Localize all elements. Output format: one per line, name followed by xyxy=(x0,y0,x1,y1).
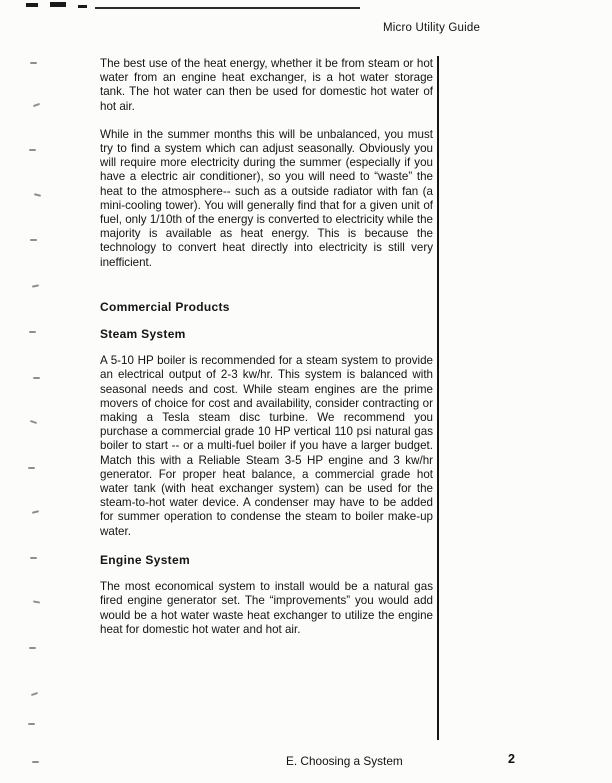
scan-artifact xyxy=(28,467,35,469)
scan-artifact xyxy=(32,761,39,763)
heading-engine-system: Engine System xyxy=(100,552,190,567)
paragraph-engine-system: The most economical system to install would be a natural gas fired engine generator set. The “improvements” you would add would be a hot water waste heat exchanger to utilize the engine heat for domestic hot water and hot air. xyxy=(100,580,433,636)
heading-commercial-products: Commercial Products xyxy=(100,299,230,314)
scan-artifact xyxy=(32,510,39,514)
scan-artifact xyxy=(32,284,39,287)
page-number: 2 xyxy=(508,752,515,766)
footer-section-label: E. Choosing a System xyxy=(286,754,403,768)
page-header-title: Micro Utility Guide xyxy=(383,22,481,34)
scan-artifact xyxy=(30,420,37,424)
page-content xyxy=(100,57,433,651)
scan-artifact xyxy=(29,331,36,333)
paragraph-heat-storage: The best use of the heat energy, whether it be from steam or hot water from an engine heat exchanger, is a hot water storage tank. The hot water can then be used for domestic hot water of hot air. xyxy=(100,57,433,113)
scan-artifact xyxy=(30,557,37,559)
vertical-rule xyxy=(437,56,439,740)
scan-artifact xyxy=(34,193,41,197)
scan-artifact xyxy=(95,7,360,9)
paragraph-steam-system: A 5-10 HP boiler is recommended for a steam system to provide an electrical output of 2-3 kw/hr. This system is balanced with seasonal needs and cost. While steam engines are the prime movers of choice for cost and availability, consider contracting or making a Tesla steam disc turbine. We recommend you purchase a commercial grade 10 HP vertical 110 psi natural gas boiler to start -- or a multi-fuel boiler if you have a larger budget. Match this with a Reliable Steam 3-5 HP engine and 3 kw/hr generator. For proper heat balance, a commercial grade hot water tank (with heat exchanger system) can be used for the steam-to-hot water device. A condenser may have to be added for summer operation to condense the steam to boiler make-up water. xyxy=(100,354,433,538)
scan-artifact xyxy=(30,239,37,241)
scan-artifact xyxy=(33,600,40,603)
scan-artifact xyxy=(33,377,40,379)
scan-artifact xyxy=(26,3,38,7)
scan-artifact xyxy=(30,62,37,64)
scan-artifact xyxy=(33,103,40,107)
paragraph-summer-balance: While in the summer months this will be unbalanced, you must try to find a system which can adjust seasonally. Obviously you will require more electricity during the summer (especially if you have a electric air conditioner), so you will need to “waste” the heat to the atmosphere-- such as a outside radiator with fan (a mini-cooling tower). You will generally find that for a given unit of fuel, only 1/10th of the energy is converted to electricity while the majority is available as heat energy. This is because the technology to convert heat directly into electricity is still very inefficient. xyxy=(100,127,433,269)
scan-artifact xyxy=(31,692,38,696)
heading-steam-system: Steam System xyxy=(100,327,186,342)
scan-artifact xyxy=(29,647,36,649)
scan-artifact xyxy=(28,723,35,725)
scan-artifact xyxy=(78,5,87,8)
scan-artifact xyxy=(50,2,66,7)
scan-artifact xyxy=(29,149,36,151)
